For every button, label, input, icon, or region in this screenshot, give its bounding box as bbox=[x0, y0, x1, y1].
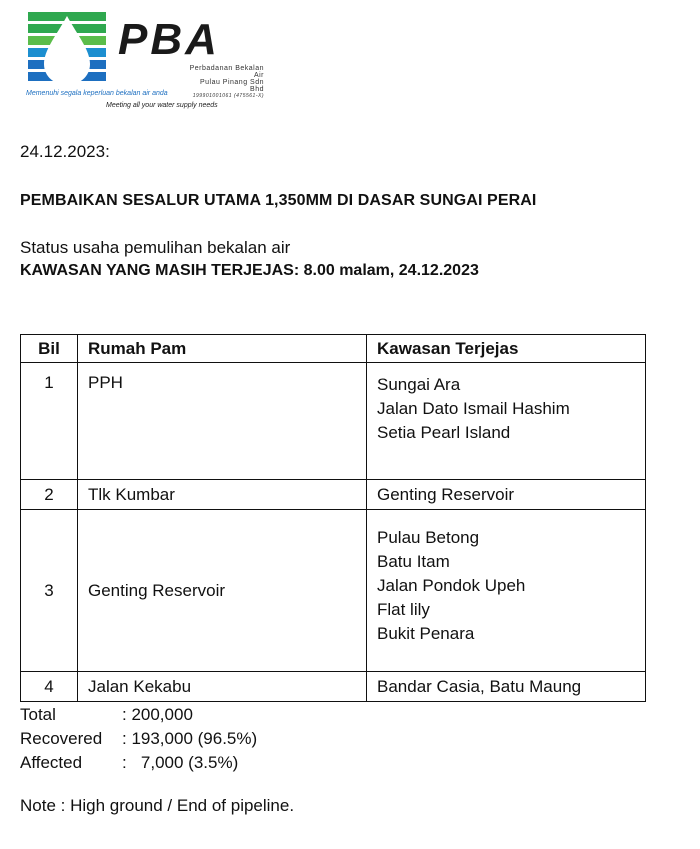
cell-bil: 1 bbox=[21, 363, 78, 480]
water-drop-icon bbox=[26, 10, 116, 88]
logo-tagline-malay: Memenuhi segala keperluan bekalan air anda bbox=[26, 90, 168, 97]
area-item: Flat lily bbox=[377, 600, 430, 619]
table-row bbox=[21, 672, 646, 702]
cell-rumah-pam: Genting Reservoir bbox=[78, 510, 367, 672]
logo-tagline-english: Meeting all your water supply needs bbox=[106, 102, 218, 109]
header-rumah-pam: Rumah Pam bbox=[78, 335, 367, 363]
cell-bil: 3 bbox=[21, 510, 78, 672]
note: Note : High ground / End of pipeline. bbox=[20, 796, 295, 815]
status-line: Status usaha pemulihan bekalan air bbox=[20, 238, 291, 257]
cell-bil: 2 bbox=[21, 480, 78, 510]
cell-rumah-pam: Tlk Kumbar bbox=[78, 480, 367, 510]
cell-kawasan bbox=[367, 510, 646, 672]
total-value: : 200,000 bbox=[122, 705, 193, 724]
cell-rumah-pam: PPH bbox=[78, 363, 367, 480]
area-item: Sungai Ara bbox=[377, 375, 461, 394]
area-item: Jalan Dato Ismail Hashim bbox=[377, 399, 570, 418]
pba-logo bbox=[26, 10, 266, 120]
recovered-label: Recovered bbox=[20, 729, 103, 748]
cell-kawasan bbox=[367, 480, 646, 510]
notice-date: 24.12.2023: bbox=[20, 142, 110, 161]
total-label: Total bbox=[20, 705, 56, 724]
table-header-row bbox=[21, 335, 646, 363]
area-item: Genting Reservoir bbox=[377, 484, 515, 504]
cell-rumah-pam: Jalan Kekabu bbox=[78, 672, 367, 702]
area-item: Pulau Betong bbox=[377, 528, 480, 547]
area-item: Bukit Penara bbox=[377, 624, 475, 643]
affected-areas-heading: KAWASAN YANG MASIH TERJEJAS: 8.00 malam, 24.12.2023 bbox=[20, 262, 479, 279]
cell-bil: 4 bbox=[21, 672, 78, 702]
cell-kawasan bbox=[367, 672, 646, 702]
logo-registration: 199901001061 (475561-X) bbox=[192, 93, 264, 99]
affected-value: : 7,000 (3.5%) bbox=[122, 753, 239, 772]
table-row bbox=[21, 510, 646, 672]
affected-label: Affected bbox=[20, 753, 83, 772]
area-item: Jalan Pondok Upeh bbox=[377, 576, 526, 595]
logo-company-line1: Perbadanan Bekalan Air bbox=[189, 65, 264, 79]
area-item: Batu Itam bbox=[377, 552, 450, 571]
recovered-value: : 193,000 (96.5%) bbox=[122, 729, 258, 748]
area-item: Bandar Casia, Batu Maung bbox=[377, 676, 582, 696]
table-row bbox=[21, 480, 646, 510]
area-item: Setia Pearl Island bbox=[377, 423, 511, 442]
logo-letters: PBA bbox=[118, 15, 220, 64]
header-bil: Bil bbox=[21, 335, 78, 363]
table-row bbox=[21, 363, 646, 480]
logo-company-line2: Pulau Pinang Sdn Bhd bbox=[199, 79, 264, 93]
logo-company-name bbox=[184, 65, 264, 100]
header-kawasan-terjejas: Kawasan Terjejas bbox=[367, 335, 646, 363]
cell-kawasan bbox=[367, 363, 646, 480]
notice-title: PEMBAIKAN SESALUR UTAMA 1,350MM DI DASAR SUNGAI PERAI bbox=[20, 192, 537, 209]
affected-areas-table bbox=[20, 334, 646, 702]
